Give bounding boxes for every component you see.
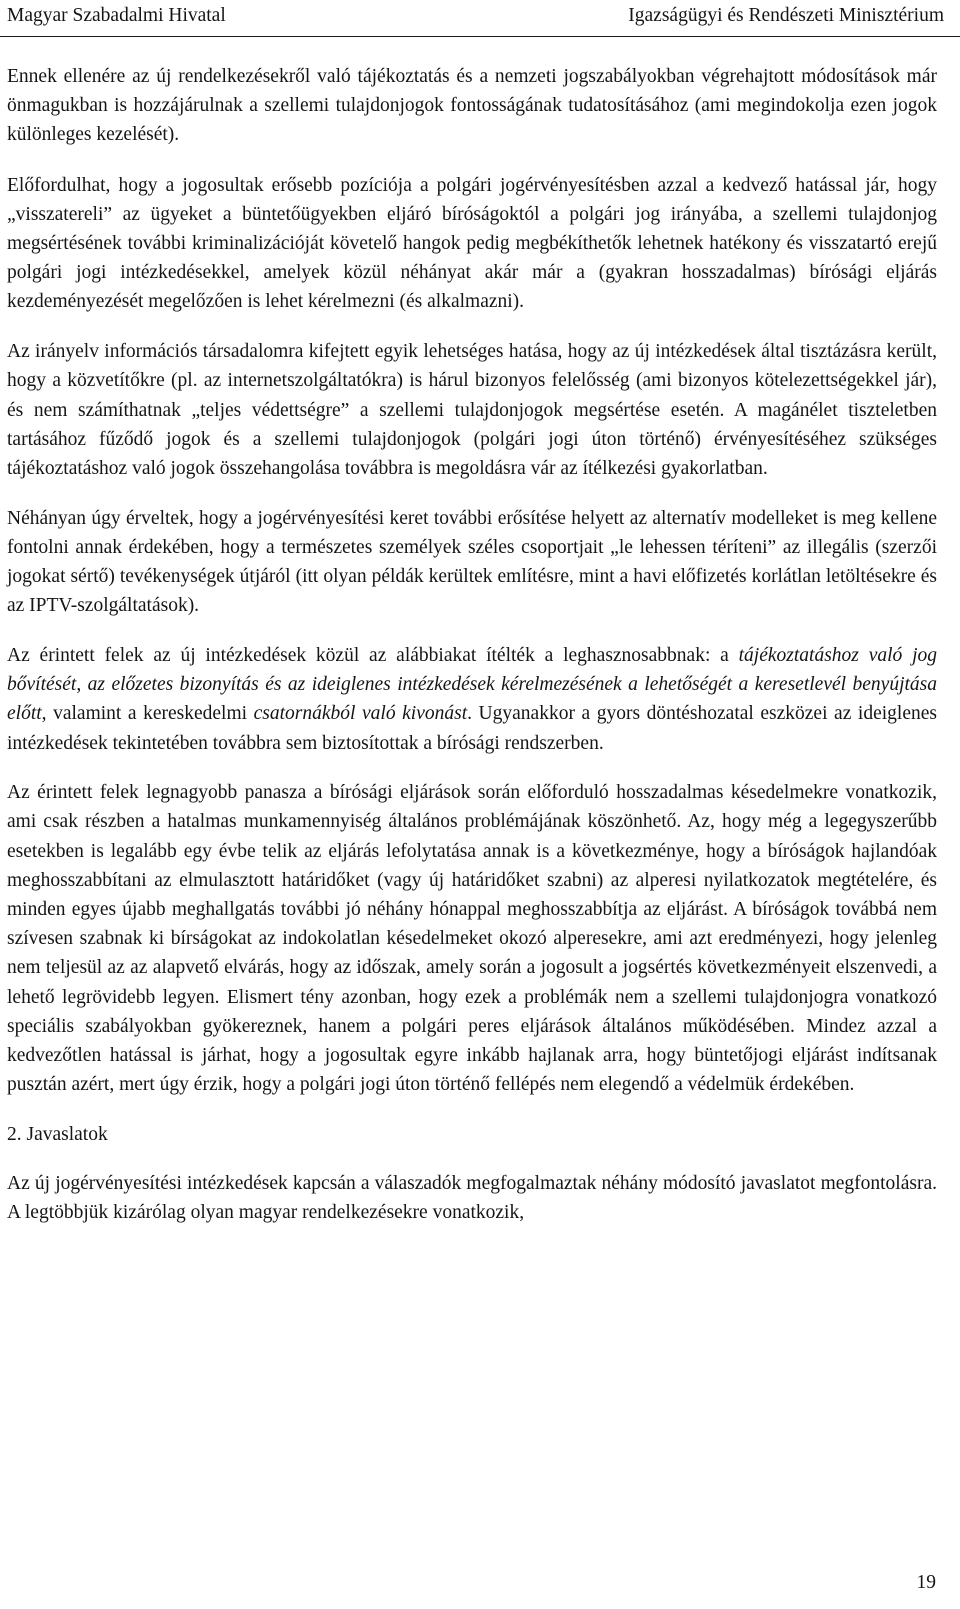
paragraph-6	[7, 778, 937, 1099]
paragraph-text: Ennek ellenére az új rendelkezésekről való tájékoztatás és a nemzeti jogszabályokban végrehajtott módosítások már önmagukban is hozzájárulnak a szellemi tulajdonjogok fontosságának tudatosításához (ami megindokolja ezen jogok különleges kezelését).	[7, 66, 937, 146]
paragraph-text: Az érintett felek legnagyobb panasza a bírósági eljárások során előforduló hosszadalmas késedelmekre vonatkozik, ami csak részben a hatalmas munkamennyiség általános problémájának köszönhető. Az, hogy még a legegyszerűbb esetekben is legalább egy évbe telik az eljárás lefolytatása annak is a következménye, hogy a bíróságok hajlandóak meghosszabbítani az elmulasztott határidőket (vagy új határidőket szabni) az alperesi nyilatkozatok megtételére, és minden egyes újabb meghallgatás további jó néhány hónappal meghosszabbítja az eljárást. A bíróságok továbbá nem szívesen szabnak ki bírságokat az indokolatlan késedelmeket okozó alperesekre, ami azt eredményezi, hogy jelenleg nem teljesül az az alapvető elvárás, hogy az időszak, amely során a jogosult a jogsértés következményeit elszenvedi, a lehető legrövidebb legyen. Elismert tény azonban, hogy ezek a problémák nem a szellemi tulajdonjogra vonatkozó speciális szabályokban gyökereznek, hanem a polgári peres eljárások általános működésében. Mindez azzal a kedvezőtlen hatással is járhat, hogy a jogosultak egyre inkább hajlanak arra, hogy büntetőjogi eljárást indítsanak pusztán azért, mert úgy érzik, hogy a polgári jogi úton történő fellépés nem elegendő a védelmük érdekében.	[7, 782, 937, 1096]
paragraph-1	[7, 62, 937, 150]
paragraph-text: Az új jogérvényesítési intézkedések kapcsán a válaszadók megfogalmaztak néhány módosító javaslatot megfontolásra. A legtöbbjük kizárólag olyan magyar rendelkezésekre vonatkozik,	[7, 1173, 937, 1224]
paragraph-2	[7, 171, 937, 317]
paragraph-text: Az irányelv információs társadalomra kifejtett egyik lehetséges hatása, hogy az új intézkedések által tisztázásra került, hogy a közvetítőkre (pl. az internetszolgáltatókra) is hárul bizonyos felelősség (ami bizonyos kötelezettségekkel jár), és nem számíthatnak „teljes védettségre” a szellemi tulajdonjogok megsértése esetén. A magánélet tiszteletben tartásához fűződő jogok és a szellemi tulajdonjogok (polgári jogi úton történő) érvényesítéséhez szükséges tájékoztatáshoz való jogok összehangolása továbbra is megoldásra vár az ítélkezési gyakorlatban.	[7, 341, 937, 479]
page-number: 19	[916, 1572, 936, 1593]
paragraph-5	[7, 641, 937, 758]
paragraph-3	[7, 337, 937, 483]
section-heading: 2. Javaslatok	[7, 1124, 108, 1145]
paragraph-text: Néhányan úgy érveltek, hogy a jogérvényesítési keret további erősítése helyett az alternatív modelleket is meg kellene fontolni annak érdekében, hogy a természetes személyek széles csoportjait „le lehessen téríteni” az illegális (szerzői jogokat sértő) tevékenységek útjáról (itt olyan példák kerültek említésre, mint a havi előfizetés korlátlan letöltésekre és az IPTV-szolgáltatások).	[7, 507, 937, 617]
header-left-institution: Magyar Szabadalmi Hivatal	[7, 5, 226, 26]
italic-phrase: az előzetes bizonyítás és az ideiglenes intézkedések kérelmezésének a lehetőségét a keresetlevél benyújtása előtt	[7, 674, 937, 725]
paragraph-text: ,	[76, 674, 88, 696]
paragraph-4	[7, 504, 937, 621]
paragraph-text: . Ugyanakkor a gyors döntéshozatal eszközei az ideiglenes intézkedések tekintetében továbbra sem biztosítottak a bírósági rendszerben.	[7, 703, 937, 754]
paragraph-text: , valamint a kereskedelmi	[41, 703, 254, 725]
paragraph-7	[7, 1169, 937, 1227]
paragraph-text: Az érintett felek az új intézkedések közül az alábbiakat ítélték a leghasznosabbnak: a	[7, 644, 739, 666]
document-body	[7, 62, 937, 1248]
header-right-ministry: Igazságügyi és Rendészeti Minisztérium	[628, 5, 944, 26]
italic-phrase: tájékoztatáshoz való jog bővítését	[7, 644, 937, 696]
page-header	[0, 0, 960, 37]
italic-phrase: csatornákból való kivonást	[253, 703, 468, 725]
paragraph-text: Előfordulhat, hogy a jogosultak erősebb pozíciója a polgári jogérvényesítésben azzal a kedvező hatással jár, hogy „visszatereli” az ügyeket a büntetőügyekben eljáró bíróságoktól a polgári jog irányába, a szellemi tulajdonjog megsértésének további kriminalizációját követelő hangok pedig megbékíthetők lehetnek hatékony és visszatartó erejű polgári jogi intézkedésekkel, amelyek közül néhányat akár már a (gyakran hosszadalmas) bírósági eljárás kezdeményezését megelőzően is lehet kérelmezni (és alkalmazni).	[7, 174, 937, 313]
